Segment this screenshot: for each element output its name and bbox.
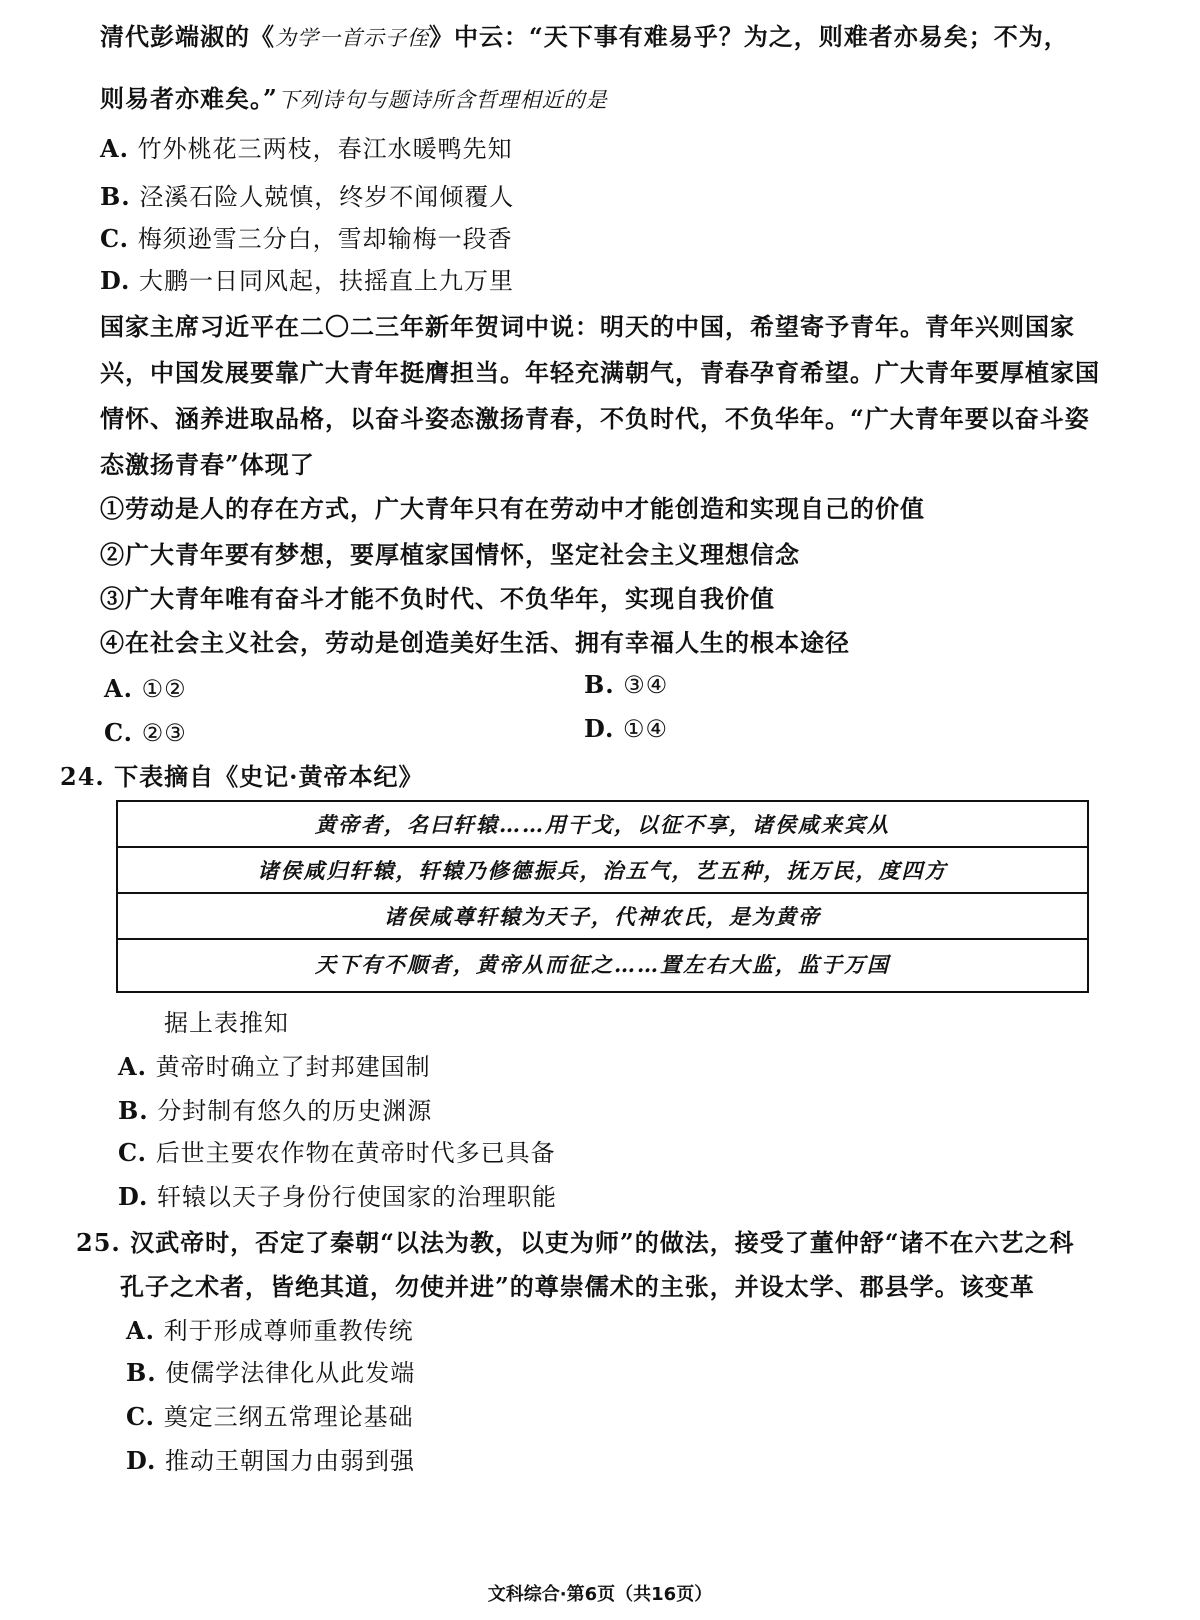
table-row: 天下有不顺者，黄帝从而征之……置左右大监，监于万国 — [315, 951, 890, 977]
q25-option-b — [126, 1358, 415, 1388]
q22-stem-line-2 — [100, 84, 608, 115]
q22-stem-text: 则易者亦难矣。” — [100, 84, 278, 113]
q24-prompt: 据上表推知 — [164, 1009, 289, 1037]
option-text: ①② — [141, 675, 187, 703]
q24-option-c — [118, 1138, 556, 1168]
option-letter: A. — [104, 674, 133, 703]
option-text: 泾溪石险人兢慎，终岁不闻倾覆人 — [139, 183, 515, 211]
q24-option-b — [118, 1096, 432, 1126]
option-letter: C. — [126, 1402, 156, 1431]
option-letter: B. — [118, 1096, 149, 1125]
option-letter: D. — [118, 1182, 149, 1211]
option-text: 竹外桃花三两枝，春江水暖鸭先知 — [137, 135, 513, 163]
q22-stem-line-1 — [100, 22, 1069, 53]
question-number: 24. — [60, 762, 105, 791]
q25-stem-line-2: 孔子之术者，皆绝其道，勿使并进”的尊崇儒术的主张，并设太学、郡县学。该变革 — [120, 1272, 1035, 1301]
option-letter: B. — [584, 670, 615, 699]
q22-option-c — [100, 224, 513, 254]
option-text: 梅须逊雪三分白，雪却输梅一段香 — [137, 225, 513, 253]
table-row: 诸侯咸尊轩辕为天子，代神农氏，是为黄帝 — [118, 894, 1087, 940]
q25-option-a — [126, 1316, 414, 1346]
q23-option-d — [584, 714, 668, 744]
q22-stem-text: 》中云：“天下事有难易乎？为之，则难者亦易矣；不为， — [429, 22, 1069, 51]
option-letter: A. — [118, 1052, 147, 1081]
q25-option-c — [126, 1402, 414, 1432]
q25-stem-line-1 — [76, 1228, 1075, 1258]
q24-option-d — [118, 1182, 557, 1212]
option-letter: A. — [100, 134, 129, 163]
option-letter: D. — [100, 266, 131, 295]
q24-stem — [60, 762, 423, 792]
option-letter: B. — [100, 182, 131, 211]
q22-handwritten-title: 为学一首示子侄 — [275, 26, 429, 50]
option-letter: A. — [126, 1316, 155, 1345]
option-text: 分封制有悠久的历史渊源 — [157, 1097, 433, 1125]
option-text: 奠定三纲五常理论基础 — [163, 1403, 414, 1431]
q24-option-a — [118, 1052, 431, 1082]
q23-statement-3: ③广大青年唯有奋斗才能不负时代、不负华年，实现自我价值 — [100, 584, 775, 613]
table-row: 黄帝者，名曰轩辕……用干戈，以征不享，诸侯咸来宾从 — [118, 802, 1087, 848]
q22-handwritten-question: 下列诗句与题诗所含哲理相近的是 — [277, 88, 608, 112]
option-text: 推动王朝国力由弱到强 — [164, 1447, 415, 1475]
q23-stem-line: 国家主席习近平在二〇二三年新年贺词中说：明天的中国，希望寄予青年。青年兴则国家 — [100, 312, 1075, 341]
option-text: 大鹏一日同风起，扶摇直上九万里 — [138, 267, 514, 295]
option-text: 利于形成尊师重教传统 — [163, 1317, 414, 1345]
option-text: 黄帝时确立了封邦建国制 — [155, 1053, 431, 1081]
option-letter: C. — [118, 1138, 148, 1167]
option-letter: C. — [104, 718, 134, 747]
q22-stem-text: 清代彭端淑的《 — [100, 22, 275, 51]
option-text: ③④ — [623, 671, 669, 699]
q22-option-b — [100, 182, 514, 212]
q23-statement-1: ①劳动是人的存在方式，广大青年只有在劳动中才能创造和实现自己的价值 — [100, 494, 925, 523]
option-text: 轩辕以天子身份行使国家的治理职能 — [156, 1183, 557, 1211]
q22-option-d — [100, 266, 514, 296]
q25-option-d — [126, 1446, 415, 1476]
q23-stem-line: 兴，中国发展要靠广大青年挺膺担当。年轻充满朝气，青春孕育希望。广大青年要厚植家国 — [100, 358, 1100, 387]
question-stem: 下表摘自《史记·黄帝本纪》 — [114, 762, 424, 791]
option-letter: D. — [126, 1446, 157, 1475]
table-row: 诸侯咸归轩辕，轩辕乃修德振兵，治五气，艺五种，抚万民，度四方 — [118, 848, 1087, 894]
q23-stem-line: 情怀、涵养进取品格，以奋斗姿态激扬青春，不负时代，不负华年。“广大青年要以奋斗姿 — [100, 404, 1090, 433]
page-footer: 文科综合·第6页（共16页） — [487, 1584, 713, 1605]
q22-option-a — [100, 134, 513, 164]
q23-option-c — [104, 718, 187, 748]
option-text: 后世主要农作物在黄帝时代多已具备 — [155, 1139, 556, 1167]
option-letter: C. — [100, 224, 130, 253]
option-text: ①④ — [622, 715, 668, 743]
q23-statement-2: ②广大青年要有梦想，要厚植家国情怀，坚定社会主义理想信念 — [100, 540, 800, 569]
question-number: 25. — [76, 1228, 121, 1257]
q23-option-a — [104, 674, 187, 704]
source-table — [116, 800, 1089, 993]
q23-stem-line: 态激扬青春”体现了 — [100, 450, 315, 479]
option-letter: B. — [126, 1358, 157, 1387]
option-letter: D. — [584, 714, 615, 743]
question-stem: 汉武帝时，否定了秦朝“以法为教，以吏为师”的做法，接受了董仲舒“诸不在六艺之科 — [130, 1228, 1075, 1257]
q23-option-b — [584, 670, 668, 700]
q23-statement-4: ④在社会主义社会，劳动是创造美好生活、拥有幸福人生的根本途径 — [100, 628, 850, 657]
option-text: ②③ — [141, 719, 187, 747]
option-text: 使儒学法律化从此发端 — [165, 1359, 416, 1387]
